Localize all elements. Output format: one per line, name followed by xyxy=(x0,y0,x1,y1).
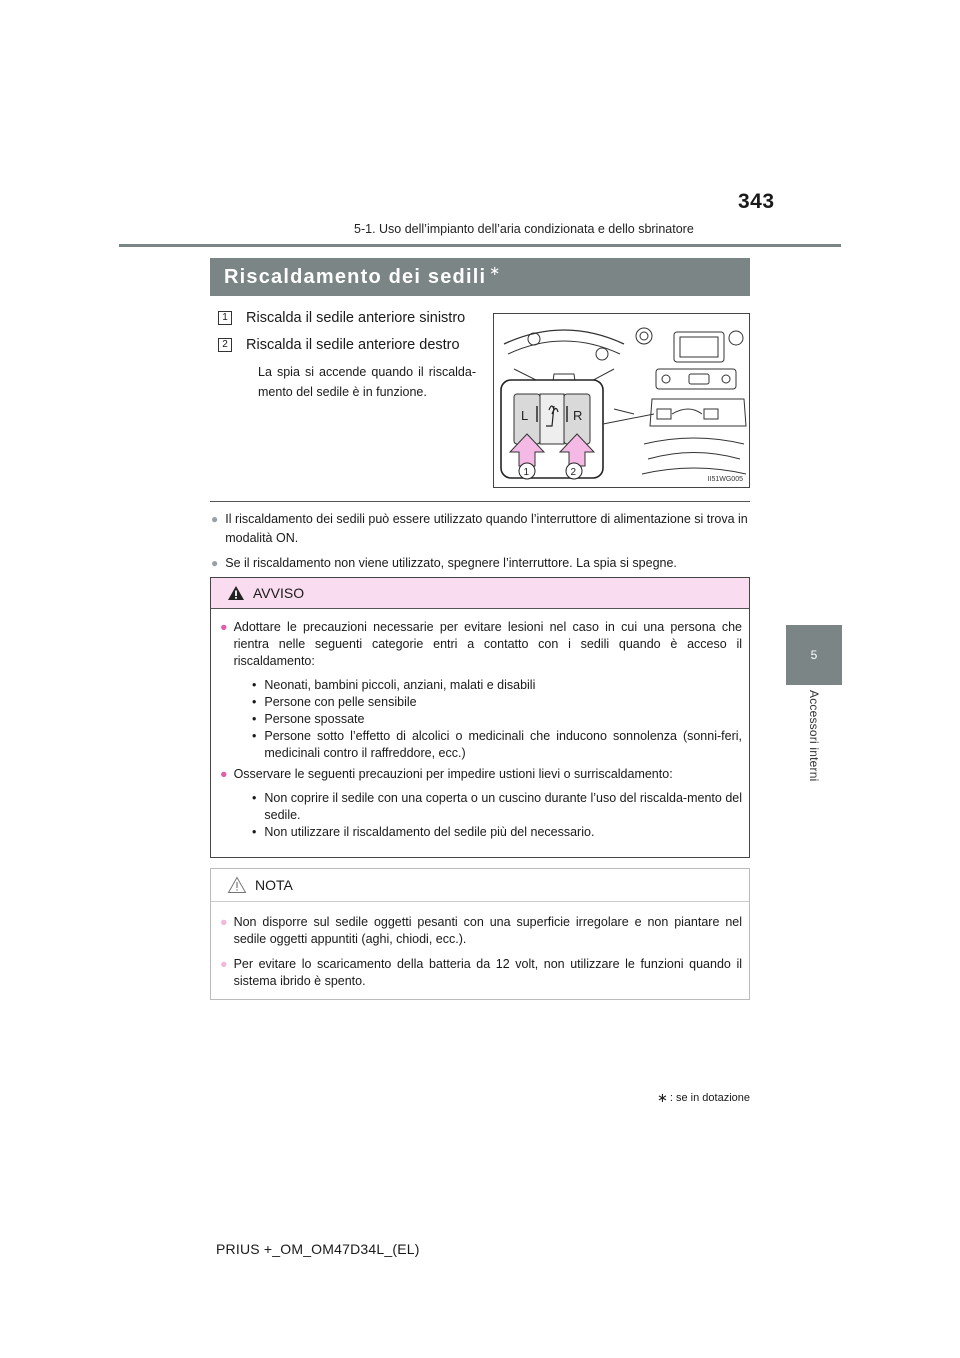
list-item xyxy=(210,554,750,573)
notice-title: NOTA xyxy=(255,877,293,893)
list-item xyxy=(220,956,742,990)
warning-text: Adottare le precauzioni necessarie per evitare lesioni nel caso in cui una persona che rientra nelle seguenti categorie entri a contatto con i sedili quando è acceso il riscaldamento: xyxy=(233,620,742,668)
header-rule xyxy=(119,244,841,247)
warning-text: Osservare le seguenti precauzioni per impedire ustioni lievi o surriscaldamento: xyxy=(233,767,673,781)
warning-box xyxy=(210,577,750,858)
asterisk-mark: ∗ xyxy=(656,1090,668,1105)
section-title xyxy=(210,258,750,296)
list-item: • Non coprire il sedile con una coperta o un cuscino durante l’uso del riscalda-mento del sedile. xyxy=(252,791,742,822)
notice-text: Per evitare lo scaricamento della batteria da 12 volt, non utilizzare le funzioni quando il sistema ibrido è spento. xyxy=(233,957,742,988)
bullet-dot-icon: ● xyxy=(220,620,228,634)
warning-triangle-icon xyxy=(227,585,245,601)
footnote-text: : se in dotazione xyxy=(669,1092,750,1104)
warning-sublist xyxy=(220,790,742,841)
warning-header xyxy=(211,578,749,609)
section-divider xyxy=(210,501,750,502)
dashboard-drawing xyxy=(494,314,750,488)
list-item xyxy=(218,337,460,353)
chapter-tab-label-text: Accessori interni xyxy=(807,690,821,782)
bullet-dot-icon: ● xyxy=(211,556,219,570)
caution-triangle-icon xyxy=(227,876,247,894)
item-text: Riscalda il sedile anteriore destro xyxy=(246,337,460,353)
bullet-dot-icon: ● xyxy=(211,512,219,526)
notice-body xyxy=(211,902,749,990)
list-item: • Persone spossate xyxy=(252,712,365,726)
callout-1: 1 xyxy=(523,467,530,478)
figure-code: II51WG005 xyxy=(707,476,743,483)
switch-right-label: R xyxy=(573,408,583,423)
list-item xyxy=(220,619,742,670)
list-item: • Non utilizzare il riscaldamento del sedile più del necessario. xyxy=(252,825,595,839)
list-item xyxy=(220,766,742,783)
bullet-dot-icon: ● xyxy=(220,767,228,781)
bullet-text: Il riscaldamento dei sedili può essere utilizzato quando l’interruttore di alimentazione si trova in modalità ON. xyxy=(225,512,748,545)
list-item xyxy=(210,510,750,548)
bullet-dot-icon: ● xyxy=(220,957,228,971)
item-note: La spia si accende quando il riscalda-mento del sedile è in funzione. xyxy=(258,365,476,399)
item-number-box: 2 xyxy=(218,338,232,352)
warning-sublist xyxy=(220,677,742,762)
asterisk-mark: ∗ xyxy=(489,263,502,278)
chapter-tab[interactable]: 5 xyxy=(786,625,842,685)
document-code: PRIUS +_OM_OM47D34L_(EL) xyxy=(216,1241,420,1257)
callout-2: 2 xyxy=(570,467,577,478)
notice-header xyxy=(211,869,749,902)
list-item: • Persone sotto l’effetto di alcolici o medicinali che inducono sonnolenza (sonni-feri, medicinali contro il raffreddore, ecc.) xyxy=(252,729,742,760)
list-item xyxy=(220,914,742,948)
item-text: Riscalda il sedile anteriore sinistro xyxy=(246,310,466,326)
seat-heater-illustration xyxy=(493,313,750,488)
bullet-text: Se il riscaldamento non viene utilizzato, spegnere l’interruttore. La spia si spegne. xyxy=(225,556,677,570)
section-title-text: Riscaldamento dei sedili xyxy=(224,265,487,288)
page-number: 343 xyxy=(738,190,775,213)
notice-box xyxy=(210,868,750,1000)
bullet-dot-icon: ● xyxy=(220,915,228,929)
list-item: • Neonati, bambini piccoli, anziani, malati e disabili xyxy=(252,678,536,692)
switch-left-label: L xyxy=(521,408,529,423)
item-number-box: 1 xyxy=(218,311,232,325)
notice-text: Non disporre sul sedile oggetti pesanti con una superficie irregolare e non piantare nel sedile oggetti appuntiti (aghi, chiodi, ecc.). xyxy=(233,915,742,946)
chapter-header: 5-1. Uso dell’impianto dell’aria condizionata e dello sbrinatore xyxy=(354,222,694,236)
footnote xyxy=(657,1090,750,1106)
info-bullets xyxy=(210,510,750,579)
warning-title: AVVISO xyxy=(253,585,305,601)
list-item xyxy=(218,310,465,326)
warning-body xyxy=(211,609,749,841)
list-item: • Persone con pelle sensibile xyxy=(252,695,417,709)
chapter-tab-label xyxy=(786,690,842,840)
